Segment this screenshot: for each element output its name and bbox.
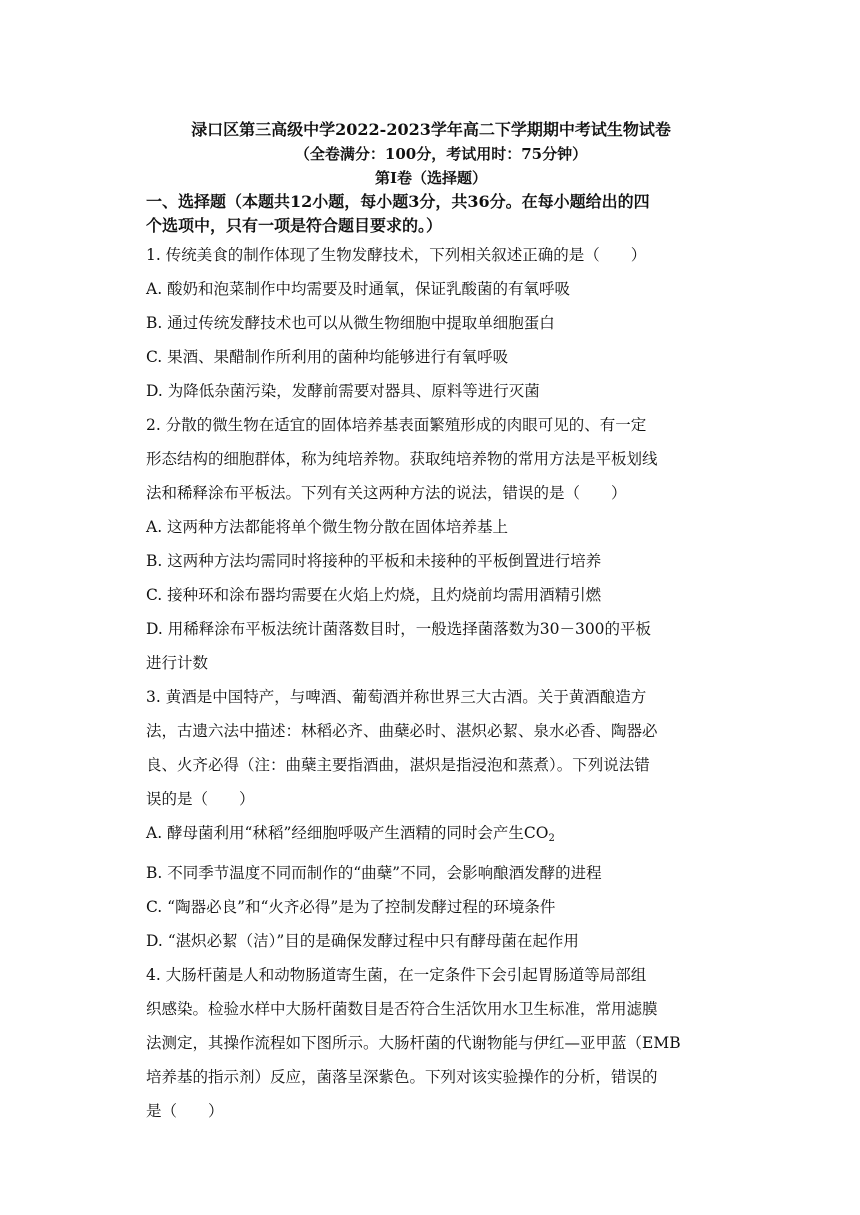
option-c: C. 果酒、果醋制作所利用的菌种均能够进行有氧呼吸 (146, 348, 509, 366)
option-c: C. “陶器必良”和“火齐必得”是为了控制发酵过程的环境条件 (146, 898, 556, 916)
question-stem: 2. 分散的微生物在适宜的固体培养基表面繁殖形成的肉眼可见的、有一定 (146, 416, 647, 434)
question-stem: 3. 黄酒是中国特产，与啤酒、葡萄酒并称世界三大古酒。关于黄酒酿造方 (146, 688, 647, 706)
question-stem: 误的是（ ） (146, 790, 255, 808)
question-stem: 1. 传统美食的制作体现了生物发酵技术，下列相关叙述正确的是（ ） (146, 246, 647, 264)
option-a: A. 酸奶和泡菜制作中均需要及时通氧，保证乳酸菌的有氧呼吸 (146, 280, 571, 298)
question-stem: 是（ ） (146, 1102, 224, 1120)
option-a: A. 这两种方法都能将单个微生物分散在固体培养基上 (146, 518, 509, 536)
question-2 (146, 408, 716, 680)
option-d: D. “湛炽必絜（洁）”目的是确保发酵过程中只有酵母菌在起作用 (146, 932, 579, 950)
question-stem: 法测定，其操作流程如下图所示。大肠杆菌的代谢物能与伊红—亚甲蓝（EMB (146, 1034, 681, 1052)
option-a (146, 816, 716, 856)
option-a-text: A. 酵母菌利用“秫稻”经细胞呼吸产生酒精的同时会产生CO (146, 824, 549, 842)
option-c: C. 接种环和涂布器均需要在火焰上灼烧，且灼烧前均需用酒精引燃 (146, 586, 602, 604)
option-d-continued: 进行计数 (146, 654, 209, 672)
question-1 (146, 238, 716, 408)
question-4 (146, 958, 716, 1128)
question-stem: 良、火齐必得（注：曲蘖主要指酒曲，湛炽是指浸泡和蒸煮）。下列说法错 (146, 756, 650, 774)
question-stem: 形态结构的细胞群体，称为纯培养物。获取纯培养物的常用方法是平板划线 (146, 450, 658, 468)
part-title: 第Ⅰ卷（选择题） (374, 169, 488, 187)
question-stem: 4. 大肠杆菌是人和动物肠道寄生菌，在一定条件下会引起胃肠道等局部组 (146, 966, 647, 984)
question-stem: 织感染。检验水样中大肠杆菌数目是否符合生活饮用水卫生标准，常用滤膜 (146, 1000, 658, 1018)
option-d: D. 为降低杂菌污染，发酵前需要对器具、原料等进行灭菌 (146, 382, 540, 400)
option-b: B. 不同季节温度不同而制作的“曲蘖”不同，会影响酿酒发酵的进程 (146, 864, 602, 882)
question-stem: 法，古遗六法中描述：林稻必齐、曲蘖必时、湛炽必絜、泉水必香、陶器必 (146, 722, 658, 740)
section-heading (146, 190, 716, 238)
exam-page (146, 118, 716, 1128)
section-heading-line: 一、选择题（本题共12小题，每小题3分，共36分。在每小题给出的四 (146, 192, 650, 211)
section-heading-line: 个选项中，只有一项是符合题目要求的。） (146, 216, 443, 235)
exam-subtitle: （全卷满分：100分，考试用时：75分钟） (294, 145, 588, 163)
question-3 (146, 680, 716, 958)
option-b: B. 这两种方法均需同时将接种的平板和未接种的平板倒置进行培养 (146, 552, 602, 570)
option-b: B. 通过传统发酵技术也可以从微生物细胞中提取单细胞蛋白 (146, 314, 555, 332)
exam-title: 渌口区第三高级中学2022-2023学年高二下学期期中考试生物试卷 (191, 120, 671, 139)
question-stem: 培养基的指示剂）反应，菌落呈深紫色。下列对该实验操作的分析，错误的 (146, 1068, 658, 1086)
question-stem: 法和稀释涂布平板法。下列有关这两种方法的说法，错误的是（ ） (146, 484, 627, 502)
option-d: D. 用稀释涂布平板法统计菌落数目时，一般选择菌落数为30－300的平板 (146, 620, 652, 638)
co2-subscript: 2 (548, 833, 555, 844)
